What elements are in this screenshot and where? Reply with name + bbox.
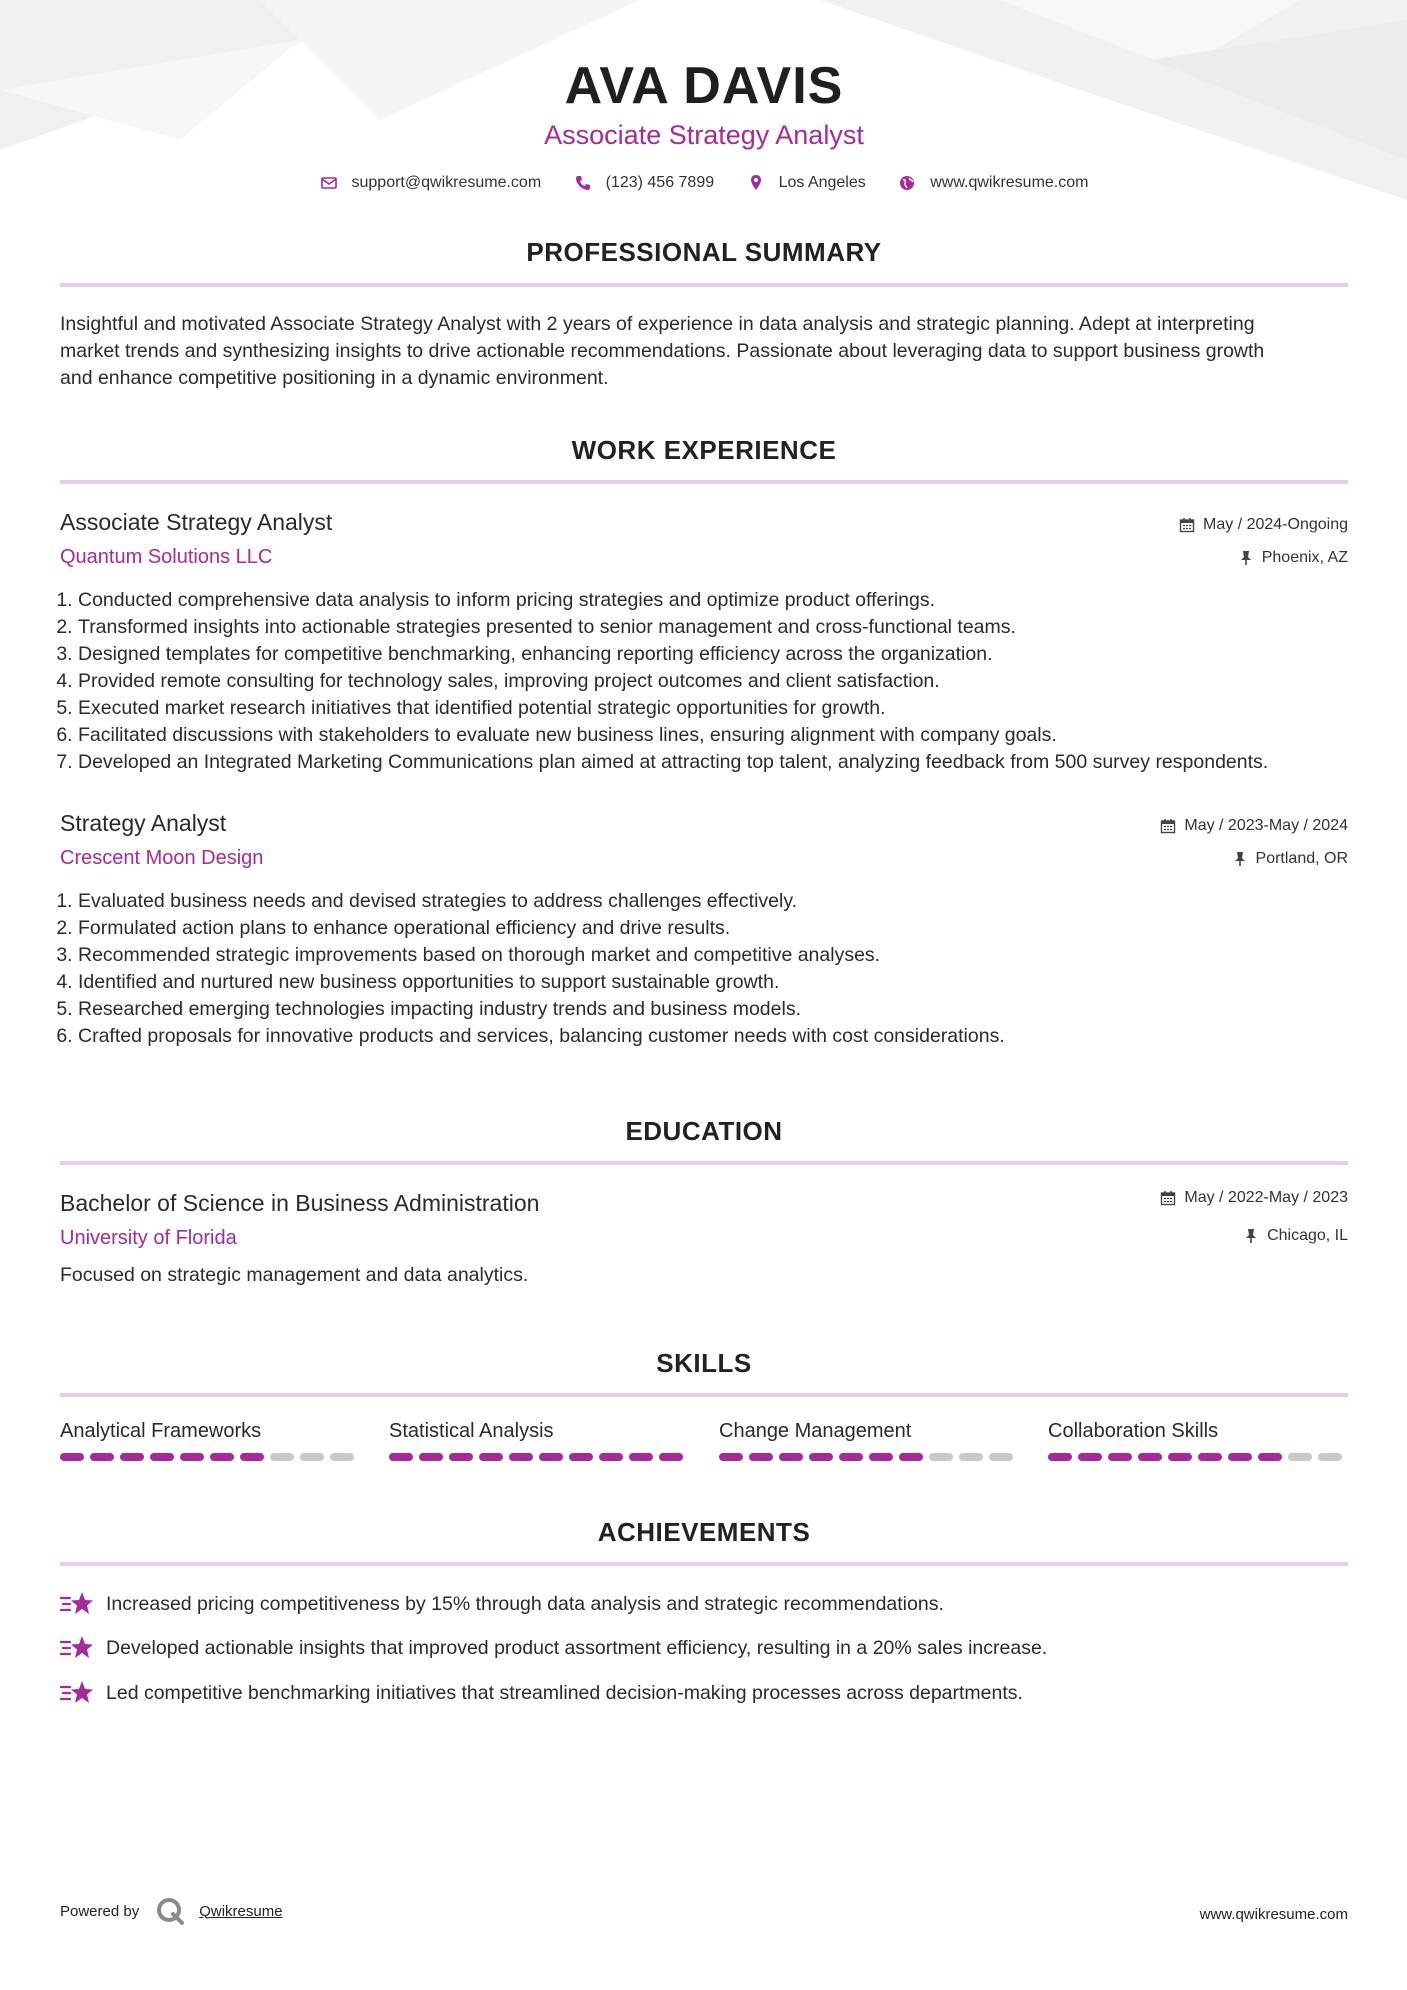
skill-name: Collaboration Skills <box>1048 1420 1219 1442</box>
job-bullet: 4. Provided remote consulting for technology sales, improving project outcomes and client satisfaction. <box>78 668 1366 695</box>
contact-bar <box>60 174 1348 197</box>
skill-level-segment <box>959 1453 983 1461</box>
skill-level-segment <box>659 1453 683 1461</box>
summary-line: Insightful and motivated Associate Strategy Analyst with 2 years of experience in data analysis and strategic planning. Adept at interpreting <box>60 313 1255 335</box>
job-bullet: 2. Transformed insights into actionable strategies presented to senior management and cross-functional teams. <box>78 614 1366 641</box>
job-bullet: 2. Formulated action plans to enhance operational efficiency and drive results. <box>78 915 1366 942</box>
phone-icon <box>574 174 592 192</box>
skill-level-bar <box>719 1453 1019 1461</box>
education-location-text: Chicago, IL <box>1267 1227 1348 1244</box>
candidate-title: Associate Strategy Analyst <box>544 120 864 150</box>
skill-level-segment <box>839 1453 863 1461</box>
skill-item <box>719 1420 1019 1461</box>
contact-email[interactable] <box>320 174 542 192</box>
achievements-heading: ACHIEVEMENTS <box>597 1517 811 1547</box>
job-bullet: 1. Evaluated business needs and devised strategies to address challenges effectively. <box>78 888 1366 915</box>
skill-level-bar <box>389 1453 689 1461</box>
achievement-item <box>60 1590 944 1618</box>
skill-level-segment <box>180 1453 204 1461</box>
skill-level-segment <box>869 1453 893 1461</box>
achievement-text: Increased pricing competitiveness by 15% through data analysis and strategic recommendations. <box>106 1592 944 1615</box>
job-location-text: Phoenix, AZ <box>1261 549 1348 566</box>
job-bullet: 5. Executed market research initiatives that identified potential strategic opportunities for growth. <box>78 695 1366 722</box>
job-company: Crescent Moon Design <box>60 847 264 869</box>
achievement-item <box>60 1679 1023 1707</box>
skill-name: Change Management <box>719 1420 912 1442</box>
contact-website[interactable] <box>898 174 1088 192</box>
pushpin-icon <box>1232 851 1248 867</box>
job-bullets <box>60 587 1366 776</box>
skill-level-segment <box>749 1453 773 1461</box>
achievement-item <box>60 1634 1047 1662</box>
skill-level-segment <box>419 1453 443 1461</box>
skill-level-segment <box>1168 1453 1192 1461</box>
skill-level-segment <box>599 1453 623 1461</box>
job-location <box>1238 549 1348 567</box>
skill-level-bar <box>1048 1453 1348 1461</box>
job-company: Quantum Solutions LLC <box>60 546 273 568</box>
job-bullet: 7. Developed an Integrated Marketing Communications plan aimed at attracting top talent, analyzing feedback from 500 survey respondents. <box>78 749 1366 776</box>
contact-phone[interactable] <box>574 174 715 192</box>
summary-heading: PROFESSIONAL SUMMARY <box>526 237 882 267</box>
skill-level-segment <box>210 1453 234 1461</box>
job-location-text: Portland, OR <box>1255 850 1348 867</box>
skill-level-segment <box>809 1453 833 1461</box>
job-dates <box>1160 817 1348 835</box>
job-bullet: 6. Crafted proposals for innovative products and services, balancing customer needs with cost considerations. <box>78 1023 1366 1050</box>
skill-item <box>389 1420 689 1461</box>
skill-level-segment <box>899 1453 923 1461</box>
skill-item <box>1048 1420 1348 1461</box>
skill-level-segment <box>1138 1453 1162 1461</box>
skill-level-segment <box>270 1453 294 1461</box>
skill-level-segment <box>509 1453 533 1461</box>
skill-level-segment <box>539 1453 563 1461</box>
achievement-text: Led competitive benchmarking initiatives that streamlined decision-making processes across departments. <box>106 1681 1023 1704</box>
calendar-icon <box>1160 818 1176 834</box>
skill-level-segment <box>989 1453 1013 1461</box>
skill-level-segment <box>1228 1453 1252 1461</box>
skill-level-segment <box>1318 1453 1342 1461</box>
skill-level-segment <box>719 1453 743 1461</box>
job-bullet: 4. Identified and nurtured new business opportunities to support sustainable growth. <box>78 969 1366 996</box>
skill-level-segment <box>150 1453 174 1461</box>
education-location <box>1243 1227 1348 1245</box>
education-degree: Bachelor of Science in Business Administration <box>60 1190 540 1216</box>
globe-icon <box>898 174 916 192</box>
education-dates-text: May / 2022-May / 2023 <box>1184 1189 1348 1206</box>
qwikresume-logo-icon <box>155 1896 185 1926</box>
education-divider <box>60 1161 1348 1165</box>
skill-level-segment <box>389 1453 413 1461</box>
summary-text <box>60 311 1348 392</box>
summary-line: market trends and synthesizing insights to drive actionable recommendations. Passionate about leveraging data to support business growth <box>60 340 1265 362</box>
skill-level-segment <box>1108 1453 1132 1461</box>
footer-url[interactable]: www.qwikresume.com <box>1199 1906 1348 1923</box>
skill-level-segment <box>929 1453 953 1461</box>
contact-location-text: Los Angeles <box>778 174 866 191</box>
shooting-star-icon <box>60 1590 94 1618</box>
skill-level-segment <box>1198 1453 1222 1461</box>
job-bullet: 3. Designed templates for competitive benchmarking, enhancing reporting efficiency across the organization. <box>78 641 1366 668</box>
calendar-icon <box>1160 1190 1176 1206</box>
skill-level-segment <box>120 1453 144 1461</box>
skill-level-bar <box>60 1453 360 1461</box>
contact-phone-text: (123) 456 7899 <box>605 174 715 191</box>
skill-item <box>60 1420 360 1461</box>
footer-brand-link[interactable]: Qwikresume <box>199 1902 283 1920</box>
contact-website-text: www.qwikresume.com <box>930 174 1089 191</box>
skill-level-segment <box>629 1453 653 1461</box>
contact-location <box>747 174 866 192</box>
summary-divider <box>60 283 1348 287</box>
skill-name: Analytical Frameworks <box>60 1420 262 1442</box>
footer-powered-by: Powered by <box>60 1902 140 1920</box>
skills-divider <box>60 1393 1348 1397</box>
job-title: Associate Strategy Analyst <box>60 509 333 535</box>
skill-level-segment <box>479 1453 503 1461</box>
job-bullet: 3. Recommended strategic improvements based on thorough market and competitive analyses. <box>78 942 1366 969</box>
envelope-icon <box>320 174 338 192</box>
achievements-divider <box>60 1562 1348 1566</box>
skill-name: Statistical Analysis <box>389 1420 554 1442</box>
job-location <box>1232 850 1348 868</box>
achievement-text: Developed actionable insights that improved product assortment efficiency, resulting in a 20% sales increase. <box>106 1636 1048 1659</box>
skill-level-segment <box>240 1453 264 1461</box>
education-heading: EDUCATION <box>625 1116 783 1146</box>
skill-level-segment <box>779 1453 803 1461</box>
education-dates <box>1160 1189 1348 1207</box>
candidate-name: AVA DAVIS <box>564 57 844 115</box>
summary-line: and enhance competitive positioning in a dynamic environment. <box>60 367 609 389</box>
skill-level-segment <box>449 1453 473 1461</box>
education-school: University of Florida <box>60 1227 237 1249</box>
contact-email-text: support@qwikresume.com <box>351 174 542 191</box>
skill-level-segment <box>1258 1453 1282 1461</box>
job-dates-text: May / 2023-May / 2024 <box>1184 817 1348 834</box>
skill-level-segment <box>1078 1453 1102 1461</box>
skill-level-segment <box>569 1453 593 1461</box>
experience-heading: WORK EXPERIENCE <box>571 435 837 465</box>
skill-level-segment <box>60 1453 84 1461</box>
shooting-star-icon <box>60 1634 94 1662</box>
skill-level-segment <box>330 1453 354 1461</box>
pushpin-icon <box>1238 550 1254 566</box>
shooting-star-icon <box>60 1679 94 1707</box>
job-bullet: 5. Researched emerging technologies impacting industry trends and business models. <box>78 996 1366 1023</box>
experience-divider <box>60 480 1348 484</box>
skill-level-segment <box>300 1453 324 1461</box>
job-dates-text: May / 2024-Ongoing <box>1203 516 1348 533</box>
skill-level-segment <box>90 1453 114 1461</box>
job-bullets <box>60 888 1366 1050</box>
skill-level-segment <box>1288 1453 1312 1461</box>
pushpin-icon <box>1243 1228 1259 1244</box>
education-note: Focused on strategic management and data analytics. <box>60 1264 529 1286</box>
job-title: Strategy Analyst <box>60 810 227 836</box>
resume-page <box>60 0 1348 1990</box>
job-bullet: 1. Conducted comprehensive data analysis to inform pricing strategies and optimize product offerings. <box>78 587 1366 614</box>
skill-level-segment <box>1048 1453 1072 1461</box>
job-bullet: 6. Facilitated discussions with stakeholders to evaluate new business lines, ensuring alignment with company goals. <box>78 722 1366 749</box>
map-pin-icon <box>747 174 765 192</box>
footer-branding <box>60 1896 283 1926</box>
calendar-icon <box>1179 517 1195 533</box>
job-dates <box>1179 516 1348 534</box>
skills-heading: SKILLS <box>656 1348 752 1378</box>
